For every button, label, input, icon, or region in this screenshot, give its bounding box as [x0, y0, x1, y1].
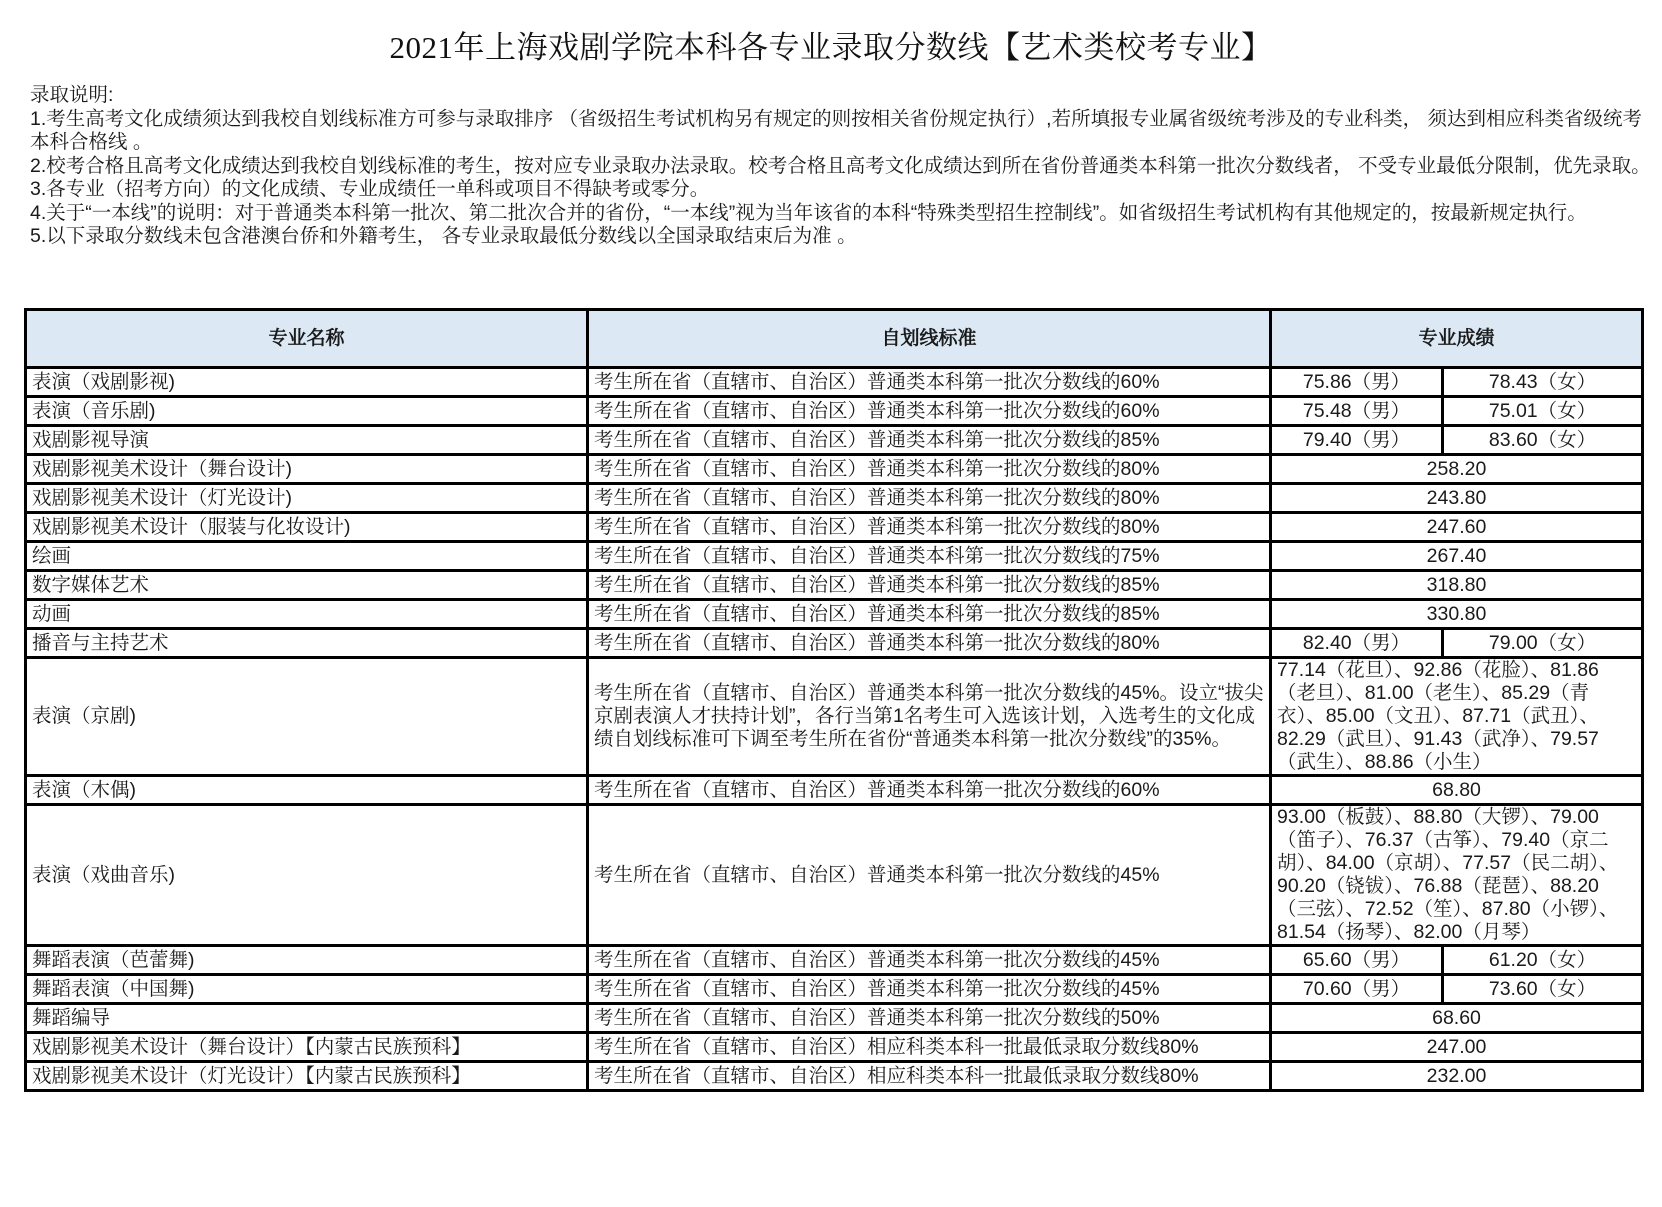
criterion-cell: 考生所在省（直辖市、自治区）普通类本科第一批次分数线的80%: [588, 484, 1271, 513]
table-row: [26, 484, 1643, 513]
female-score-cell: 75.01（女）: [1443, 397, 1643, 426]
score-cell: 258.20: [1271, 455, 1643, 484]
criterion-cell: 考生所在省（直辖市、自治区）相应科类本科一批最低录取分数线80%: [588, 1033, 1271, 1062]
criterion-cell: 考生所在省（直辖市、自治区）普通类本科第一批次分数线的85%: [588, 426, 1271, 455]
criterion-cell: 考生所在省（直辖市、自治区）相应科类本科一批最低录取分数线80%: [588, 1062, 1271, 1091]
score-cell: 247.00: [1271, 1033, 1643, 1062]
score-cell: 247.60: [1271, 513, 1643, 542]
score-cell: 318.80: [1271, 571, 1643, 600]
criterion-cell: 考生所在省（直辖市、自治区）普通类本科第一批次分数线的80%: [588, 455, 1271, 484]
table-row: [26, 571, 1643, 600]
major-cell: 表演（戏曲音乐): [26, 805, 588, 946]
major-cell: 动画: [26, 600, 588, 629]
table-row: [26, 1004, 1643, 1033]
table-row: [26, 455, 1643, 484]
note-item: 2.校考合格且高考文化成绩达到我校自划线标准的考生，按对应专业录取办法录取。校考合格且高考文化成绩达到所在省份普通类本科第一批次分数线者， 不受专业最低分限制，优先录取。: [30, 154, 1651, 177]
major-cell: 戏剧影视美术设计（舞台设计）【内蒙古民族预科】: [26, 1033, 588, 1062]
male-score-cell: 65.60（男）: [1271, 946, 1443, 975]
female-score-cell: 73.60（女）: [1443, 975, 1643, 1004]
male-score-cell: 79.40（男）: [1271, 426, 1443, 455]
criterion-cell: 考生所在省（直辖市、自治区）普通类本科第一批次分数线的45%: [588, 946, 1271, 975]
table-row: [26, 600, 1643, 629]
table-row: [26, 946, 1643, 975]
header-criterion: 自划线标准: [588, 310, 1271, 368]
table-row: [26, 658, 1643, 776]
score-cell: 68.60: [1271, 1004, 1643, 1033]
table-row: [26, 629, 1643, 658]
female-score-cell: 61.20（女）: [1443, 946, 1643, 975]
score-cell: 243.80: [1271, 484, 1643, 513]
admission-notes: [30, 84, 1655, 249]
major-cell: 表演（木偶): [26, 776, 588, 805]
table-row: [26, 368, 1643, 397]
table-row: [26, 513, 1643, 542]
criterion-cell: 考生所在省（直辖市、自治区）普通类本科第一批次分数线的80%: [588, 513, 1271, 542]
criterion-cell: 考生所在省（直辖市、自治区）普通类本科第一批次分数线的75%: [588, 542, 1271, 571]
criterion-cell: 考生所在省（直辖市、自治区）普通类本科第一批次分数线的85%: [588, 600, 1271, 629]
male-score-cell: 82.40（男）: [1271, 629, 1443, 658]
major-cell: 戏剧影视美术设计（灯光设计): [26, 484, 588, 513]
major-cell: 表演（京剧): [26, 658, 588, 776]
major-cell: 戏剧影视美术设计（服装与化妆设计): [26, 513, 588, 542]
header-major: 专业名称: [26, 310, 588, 368]
table-row: [26, 542, 1643, 571]
male-score-cell: 75.48（男）: [1271, 397, 1443, 426]
major-cell: 绘画: [26, 542, 588, 571]
score-cell: 93.00（板鼓）、88.80（大锣）、79.00（笛子）、76.37（古筝）、79.40（京二胡）、84.00（京胡）、77.57（民二胡）、90.20（铙钹）、76.88（琵琶）、88.20（三弦）、72.52（笙）、87.80（小锣）、81.54（扬琴）、82.00（月琴）: [1271, 805, 1643, 946]
major-cell: 数字媒体艺术: [26, 571, 588, 600]
note-item: 4.关于“一本线”的说明：对于普通类本科第一批次、第二批次合并的省份，“一本线”视为当年该省的本科“特殊类型招生控制线”。如省级招生考试机构有其他规定的，按最新规定执行。: [30, 201, 1587, 224]
score-cell: 267.40: [1271, 542, 1643, 571]
note-item: 1.考生高考文化成绩须达到我校自划线标准方可参与录取排序 （省级招生考试机构另有规定的则按相关省份规定执行）,若所填报专业属省级统考涉及的专业科类， 须达到相应科类省级统考本科合格线 。: [30, 107, 1643, 153]
score-cell: 68.80: [1271, 776, 1643, 805]
criterion-cell: 考生所在省（直辖市、自治区）普通类本科第一批次分数线的45%: [588, 975, 1271, 1004]
document-title: 2021年上海戏剧学院本科各专业录取分数线【艺术类校考专业】: [389, 30, 1273, 65]
table-header-row: [26, 310, 1643, 368]
admission-scores-table: [24, 308, 1644, 1092]
header-score: 专业成绩: [1271, 310, 1643, 368]
major-cell: 播音与主持艺术: [26, 629, 588, 658]
major-cell: 舞蹈表演（芭蕾舞): [26, 946, 588, 975]
major-cell: 戏剧影视美术设计（灯光设计）【内蒙古民族预科】: [26, 1062, 588, 1091]
criterion-cell: 考生所在省（直辖市、自治区）普通类本科第一批次分数线的80%: [588, 629, 1271, 658]
female-score-cell: 78.43（女）: [1443, 368, 1643, 397]
criterion-cell: 考生所在省（直辖市、自治区）普通类本科第一批次分数线的60%: [588, 368, 1271, 397]
major-cell: 戏剧影视导演: [26, 426, 588, 455]
male-score-cell: 75.86（男）: [1271, 368, 1443, 397]
female-score-cell: 83.60（女）: [1443, 426, 1643, 455]
table-row: [26, 776, 1643, 805]
table-row: [26, 975, 1643, 1004]
score-cell: 330.80: [1271, 600, 1643, 629]
score-cell: 77.14（花旦）、92.86（花脸）、81.86（老旦）、81.00（老生）、85.29（青衣）、85.00（文丑）、87.71（武丑）、82.29（武旦）、91.43（武净）、79.57（武生）、88.86（小生）: [1271, 658, 1643, 776]
criterion-cell: 考生所在省（直辖市、自治区）普通类本科第一批次分数线的60%: [588, 776, 1271, 805]
major-cell: 表演（音乐剧): [26, 397, 588, 426]
table-row: [26, 1062, 1643, 1091]
female-score-cell: 79.00（女）: [1443, 629, 1643, 658]
criterion-cell: 考生所在省（直辖市、自治区）普通类本科第一批次分数线的50%: [588, 1004, 1271, 1033]
note-item: 3.各专业（招考方向）的文化成绩、专业成绩任一单科或项目不得缺考或零分。: [30, 178, 710, 200]
major-cell: 舞蹈表演（中国舞): [26, 975, 588, 1004]
criterion-cell: 考生所在省（直辖市、自治区）普通类本科第一批次分数线的45%: [588, 805, 1271, 946]
male-score-cell: 70.60（男）: [1271, 975, 1443, 1004]
table-row: [26, 426, 1643, 455]
score-cell: 232.00: [1271, 1062, 1643, 1091]
criterion-cell: 考生所在省（直辖市、自治区）普通类本科第一批次分数线的45%。设立“拔尖京剧表演人才扶持计划”，各行当第1名考生可入选该计划，入选考生的文化成绩自划线标准可下调至考生所在省份“普通类本科第一批次分数线”的35%。: [588, 658, 1271, 776]
note-item: 5.以下录取分数线未包含港澳台侨和外籍考生， 各专业录取最低分数线以全国录取结束后为准 。: [30, 225, 857, 247]
major-cell: 舞蹈编导: [26, 1004, 588, 1033]
notes-heading: 录取说明:: [30, 84, 114, 106]
major-cell: 表演（戏剧影视): [26, 368, 588, 397]
table-row: [26, 1033, 1643, 1062]
major-cell: 戏剧影视美术设计（舞台设计): [26, 455, 588, 484]
criterion-cell: 考生所在省（直辖市、自治区）普通类本科第一批次分数线的85%: [588, 571, 1271, 600]
table-row: [26, 397, 1643, 426]
criterion-cell: 考生所在省（直辖市、自治区）普通类本科第一批次分数线的60%: [588, 397, 1271, 426]
table-row: [26, 805, 1643, 946]
